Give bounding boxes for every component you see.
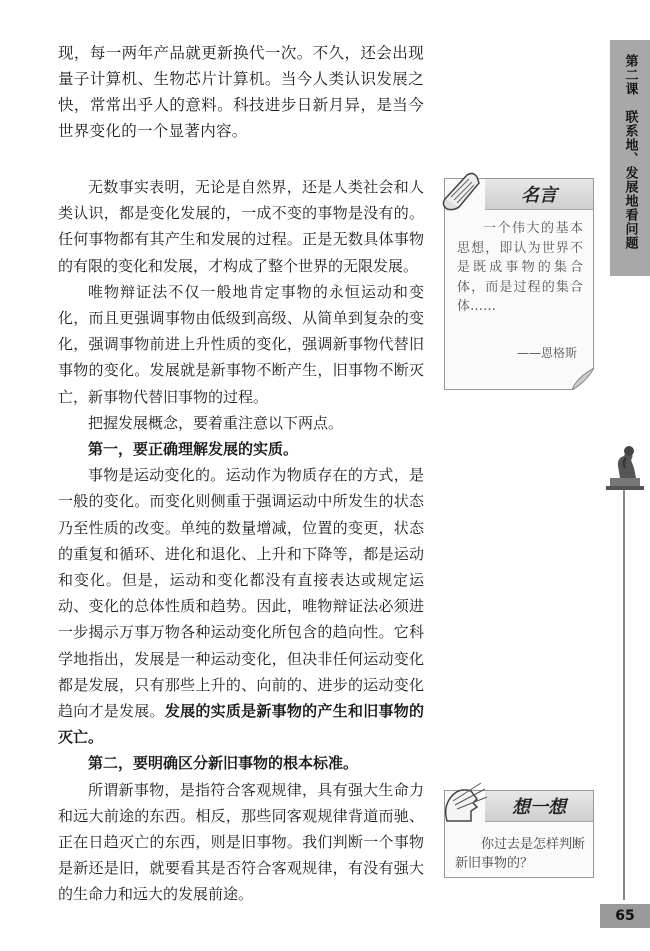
sidebar (610, 40, 650, 951)
page-curl-icon (572, 368, 594, 390)
quote-box (444, 178, 594, 390)
scroll-icon (437, 169, 489, 215)
main-text (58, 40, 424, 908)
point-two-heading: 第二，要明确区分新旧事物的根本标准。 (88, 754, 359, 773)
thinker-statue-icon (598, 440, 650, 492)
quote-heading: 名言 (485, 179, 593, 210)
sidebar-rule (623, 480, 625, 900)
quote-author: ——恩格斯 (516, 346, 577, 360)
think-text-content: 你过去是怎样判断新旧事物的？ (455, 837, 586, 871)
paragraph-2: 无数事实表明，无论是自然界，还是人类社会和人类认识，都是变化发展的，一成不变的事物是没有的。任何事物都有其产生和发展的过程。正是无数具体事物的有限的变化和发展，才构成了整个世界的无限发展。 (58, 178, 424, 275)
lesson-title: 第二课 联系地、发展地看问题 (610, 40, 650, 276)
think-heading: 想一想 (485, 791, 593, 822)
think-box (444, 790, 594, 878)
quote-text-content: 一个伟大的基本思想，即认为世界不是既成事物的集合体，而是过程的集合体…… (457, 221, 583, 314)
paragraph-3: 唯物辩证法不仅一般地肯定事物的永恒运动和变化，而且更强调事物由低级到高级、从简单到复杂的变化，强调事物前进上升性质的变化，强调新事物代替旧事物的变化。发展就是新事物不断产生，旧事物不断灭亡，新事物代替旧事物的过程。 (58, 282, 424, 406)
paragraph-6 (58, 462, 424, 750)
essence-of-development: 发展的实质是新事物的产生和旧事物的灭亡。 (58, 702, 424, 747)
point-one-heading: 第一，要正确理解发展的实质。 (88, 440, 299, 459)
thinking-head-icon (437, 781, 489, 827)
paragraph-8: 所谓新事物，是指符合客观规律，具有强大生命力和远大前途的东西。相反，那些同客观规律背道而驰、正在日趋灭亡的东西，则是旧事物。我们判断一个事物是新还是旧，就要看其是否符合客观规律，有没有强大的生命力和远大的发展前途。 (58, 780, 424, 904)
think-text (455, 835, 587, 873)
paragraph-4: 把握发展概念，要着重注意以下两点。 (88, 413, 344, 432)
quote-text (457, 219, 583, 317)
paragraph-6-text: 事物是运动变化的。运动作为物质存在的方式，是一般的变化。而变化则侧重于强调运动中所发生的状态乃至性质的改变。单纯的数量增减，位置的变更，状态的重复和循环、进化和退化、上升和下降等，都是运动和变化。但是，运动和变化都没有直接表达或规定运动、变化的总体性质和趋势。因此，唯物辩证法必须进一步揭示万事万物各种运动变化所包含的趋向性。它科学地指出，发展是一种运动变化，但决非任何运动变化都是发展，只有那些上升的、向前的、进步的运动变化趋向才是发展。 (58, 466, 424, 721)
paragraph-1: 现，每一两年产品就更新换代一次。不久，还会出现量子计算机、生物芯片计算机。当今人类认识发展之快，常常出乎人的意料。科技进步日新月异，是当今世界变化的一个显著内容。 (58, 44, 424, 140)
page-number: 65 (600, 904, 650, 928)
